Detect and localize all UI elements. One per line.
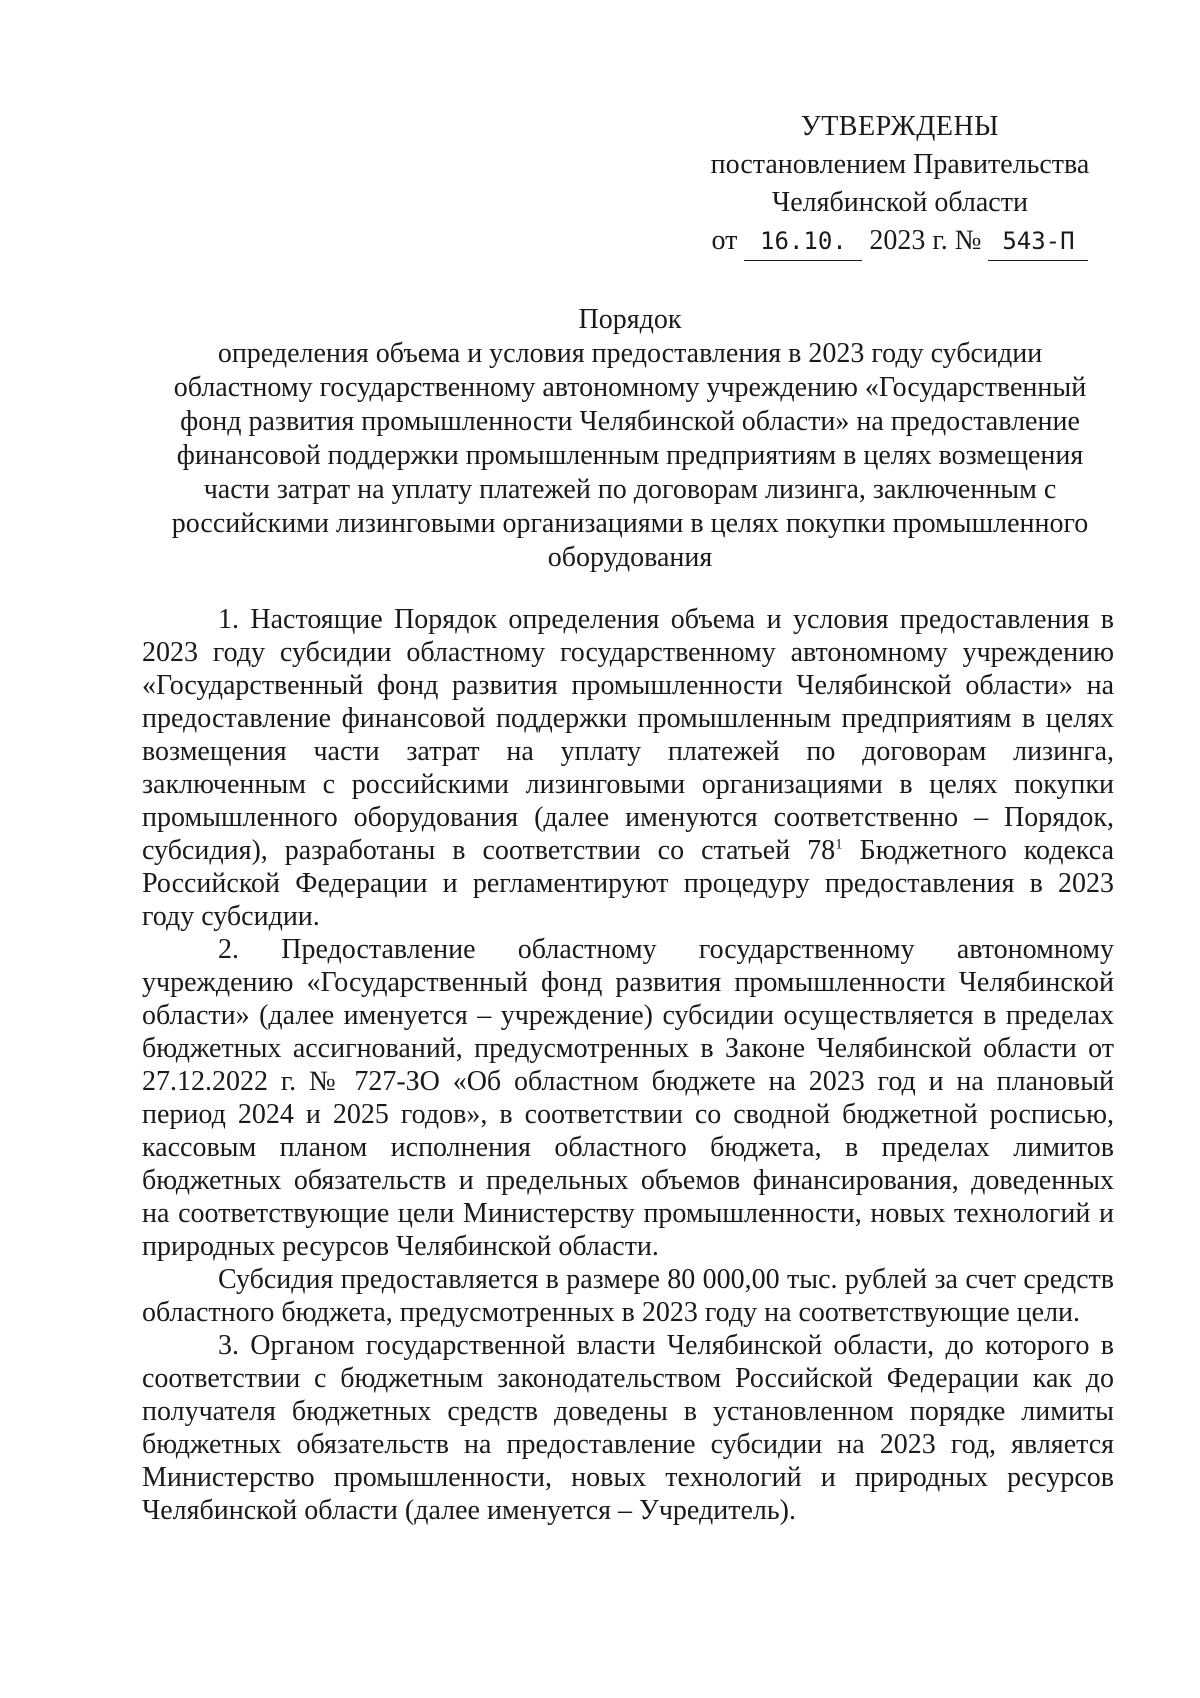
heading-title: Порядок — [578, 304, 682, 335]
paragraph-1 — [142, 603, 1114, 933]
paragraph-4: 3. Органом государственной власти Челябинской области, до которого в соответствии с бюджетным законодательством Российской Федерации как до получателя бюджетных средств доведены в установленном порядке лимиты бюджетных обязательств на предоставление субсидии на 2023 год, является Министерство промышленности, новых технологий и природных ресурсов Челябинской области (далее именуется – Учредитель). — [142, 1330, 1114, 1526]
document-body — [142, 603, 1114, 1527]
approval-title: УТВЕРЖДЕНЫ — [800, 111, 1000, 142]
approval-date-value: 16.10. — [744, 222, 862, 261]
approval-line-2: Челябинской области — [772, 187, 1028, 218]
paragraph-2: 2. Предоставление областному государственному автономному учреждению «Государственный фонд развития промышленности Челябинской области» (далее именуется – учреждение) субсидии осуществляется в пределах бюджетных ассигнований, предусмотренных в Законе Челябинской области от 27.12.2022 г. № 727-ЗО «Об областном бюджете на 2023 год и на плановый период 2024 и 2025 годов», в соответствии со сводной бюджетной росписью, кассовым планом исполнения областного бюджета, в пределах лимитов бюджетных обязательств и предельных объемов финансирования, доведенных на соответствующие цели Министерству промышленности, новых технологий и природных ресурсов Челябинской области. — [142, 934, 1114, 1262]
document-heading — [145, 303, 1115, 575]
approval-date-line — [690, 222, 1110, 261]
date-prefix: от — [711, 225, 738, 256]
paragraph-1-text-end: Бюджетного кодекса Российской Федерации и регламентируют процедуру предоставления в 2023 году субсидии. — [142, 835, 1114, 932]
approval-block — [690, 108, 1110, 261]
article-superscript: 1 — [835, 836, 843, 853]
approval-line-1: постановлением Правительства — [710, 149, 1090, 180]
paragraph-3: Субсидия предоставляется в размере 80 000,00 тыс. рублей за счет средств областного бюджета, предусмотренных в 2023 году на соответствующие цели. — [142, 1264, 1114, 1328]
paragraph-1-text: 1. Настоящие Порядок определения объема и условия предоставления в 2023 году субсидии областному государственному автономному учреждению «Государственный фонд развития промышленности Челябинской области» на предоставление финансовой поддержки промышленным предприятиям в целях возмещения части затрат на уплату платежей по договорам лизинга, заключенным с российскими лизинговыми организациями в целях покупки промышленного оборудования (далее именуются соответственно – Порядок, субсидия), разработаны в соответствии со статьей 78 — [142, 604, 1114, 866]
heading-subtitle: определения объема и условия предоставления в 2023 году субсидии областному государственному автономному учреждению «Государственный фонд развития промышленности Челябинской области» на предоставление финансовой поддержки промышленным предприятиям в целях возмещения части затрат на уплату платежей по договорам лизинга, заключенным с российскими лизинговыми организациями в целях покупки промышленного оборудования — [171, 338, 1089, 573]
year-text: 2023 г. № — [869, 225, 982, 256]
approval-number-value: 543-П — [988, 222, 1088, 261]
